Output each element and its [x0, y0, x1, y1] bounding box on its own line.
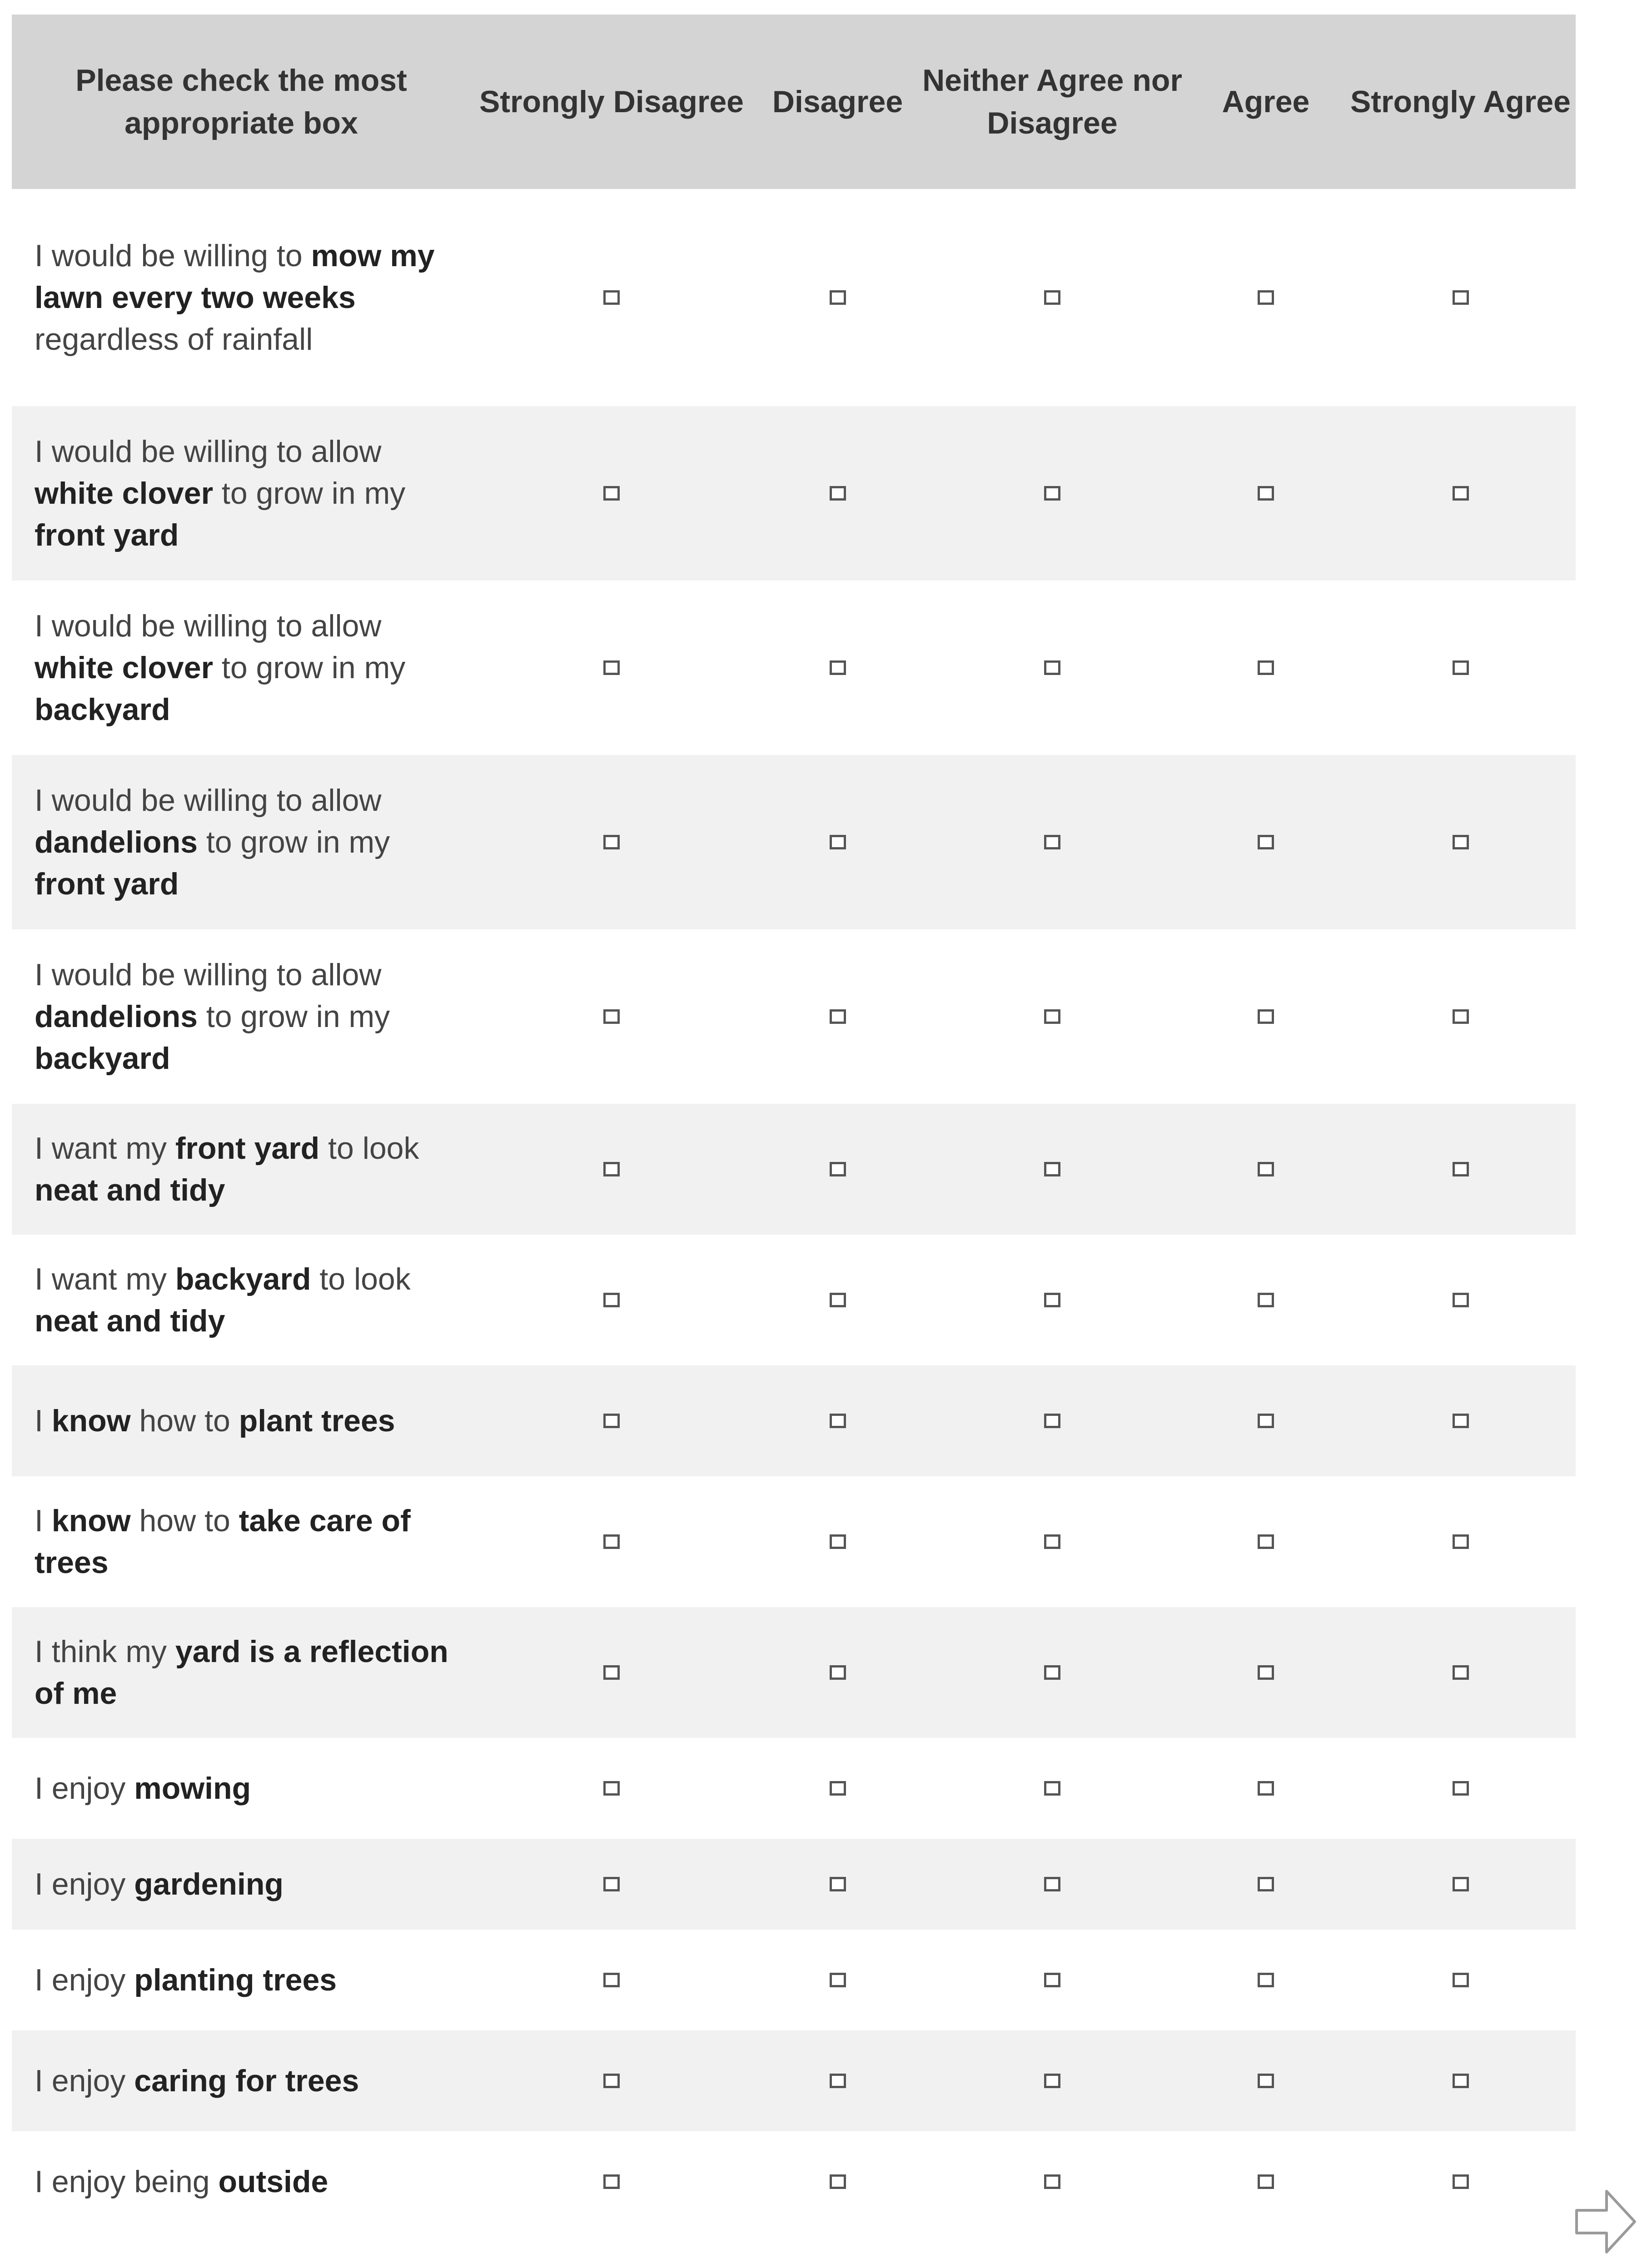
option-cell	[757, 486, 918, 501]
checkbox-strongly-disagree[interactable]	[603, 1781, 620, 1796]
option-cell	[466, 2074, 757, 2088]
option-cell	[1186, 1414, 1345, 1428]
statement-text: I	[35, 1504, 52, 1538]
option-cell	[918, 660, 1186, 675]
option-cell	[1186, 1293, 1345, 1307]
statement-text: how to	[130, 1504, 239, 1538]
option-cell	[1345, 1877, 1576, 1891]
checkbox-agree[interactable]	[1258, 1973, 1274, 1987]
option-cell	[918, 1665, 1186, 1680]
table-row	[12, 1930, 1576, 2030]
option-cell	[757, 1973, 918, 1987]
option-cell	[918, 1293, 1186, 1307]
statement-text: planting trees	[134, 1963, 337, 1997]
statement-dandelion-front	[12, 779, 466, 905]
checkbox-neither[interactable]	[1044, 1534, 1060, 1549]
option-cell	[1345, 1162, 1576, 1176]
option-cell	[1345, 2174, 1576, 2189]
checkbox-agree[interactable]	[1258, 660, 1274, 675]
checkbox-strongly-agree[interactable]	[1453, 1973, 1469, 1987]
checkbox-neither[interactable]	[1044, 290, 1060, 305]
option-cell	[918, 486, 1186, 501]
checkbox-strongly-disagree[interactable]	[603, 290, 620, 305]
checkbox-neither[interactable]	[1044, 2174, 1060, 2189]
checkbox-neither[interactable]	[1044, 1665, 1060, 1680]
option-cell	[757, 1293, 918, 1307]
option-cell	[1186, 2074, 1345, 2088]
option-cell	[918, 2074, 1186, 2088]
option-cell	[1345, 290, 1576, 305]
statement-text: yard is a reflection of me	[35, 1634, 448, 1711]
option-cell	[1186, 1665, 1345, 1680]
table-row	[12, 1235, 1576, 1365]
option-cell	[466, 1534, 757, 1549]
checkbox-neither[interactable]	[1044, 1414, 1060, 1428]
checkbox-strongly-agree[interactable]	[1453, 2074, 1469, 2088]
statement-text: I enjoy	[35, 1963, 134, 1997]
statement-enjoy-caring	[12, 2060, 466, 2102]
statement-text: mow my lawn every two weeks	[35, 238, 435, 315]
checkbox-strongly-disagree[interactable]	[603, 660, 620, 675]
statement-text: I would be willing to	[35, 238, 311, 273]
statement-text: I would be willing to allow	[35, 783, 382, 818]
checkbox-neither[interactable]	[1044, 1293, 1060, 1307]
checkbox-disagree[interactable]	[830, 1293, 846, 1307]
option-cell	[918, 1009, 1186, 1024]
statement-text: mowing	[134, 1771, 251, 1806]
option-cell	[918, 1781, 1186, 1796]
statement-text: I enjoy	[35, 1771, 134, 1806]
statement-text: white clover	[35, 476, 214, 511]
statement-text: know	[51, 1404, 131, 1438]
table-row	[12, 1839, 1576, 1930]
checkbox-agree[interactable]	[1258, 1293, 1274, 1307]
option-cell	[1186, 835, 1345, 849]
table-row	[12, 189, 1576, 406]
checkbox-disagree[interactable]	[830, 660, 846, 675]
option-cell	[1186, 1534, 1345, 1549]
checkbox-strongly-disagree[interactable]	[603, 1414, 620, 1428]
checkbox-strongly-disagree[interactable]	[603, 1665, 620, 1680]
option-cell	[466, 1162, 757, 1176]
checkbox-strongly-disagree[interactable]	[603, 1534, 620, 1549]
header-strongly-disagree: Strongly Disagree	[479, 84, 744, 119]
statement-enjoy-planting	[12, 1959, 466, 2001]
statement-front-tidy	[12, 1127, 466, 1211]
checkbox-disagree[interactable]	[830, 486, 846, 501]
option-cell	[918, 1534, 1186, 1549]
option-cell	[757, 1877, 918, 1891]
statement-text: I	[35, 1404, 52, 1438]
statement-text: I enjoy	[35, 2064, 134, 2098]
statement-mow-biweekly	[12, 235, 466, 360]
checkbox-strongly-disagree[interactable]	[603, 1293, 620, 1307]
checkbox-disagree[interactable]	[830, 1781, 846, 1796]
option-cell	[466, 1877, 757, 1891]
statement-text: neat and tidy	[35, 1173, 225, 1207]
option-cell	[757, 660, 918, 675]
checkbox-disagree[interactable]	[830, 835, 846, 849]
statement-text: plant trees	[239, 1404, 395, 1438]
right-arrow-icon[interactable]	[1574, 2188, 1637, 2256]
option-cell	[1345, 1665, 1576, 1680]
option-cell	[757, 1162, 918, 1176]
option-cell	[1186, 290, 1345, 305]
checkbox-strongly-agree[interactable]	[1453, 1534, 1469, 1549]
option-cell	[466, 2174, 757, 2189]
checkbox-strongly-disagree[interactable]	[603, 1973, 620, 1987]
checkbox-disagree[interactable]	[830, 290, 846, 305]
statement-text: how to	[130, 1404, 239, 1438]
option-cell	[1345, 1293, 1576, 1307]
checkbox-strongly-disagree[interactable]	[603, 1877, 620, 1891]
statement-text: to grow in my	[213, 650, 406, 685]
checkbox-neither[interactable]	[1044, 835, 1060, 849]
statement-text: I want my	[35, 1131, 175, 1166]
option-cell	[918, 835, 1186, 849]
option-cell	[757, 2074, 918, 2088]
option-cell	[757, 290, 918, 305]
statement-text: take care of trees	[35, 1504, 411, 1580]
header-strongly-agree: Strongly Agree	[1350, 84, 1571, 119]
option-cell	[1186, 1973, 1345, 1987]
option-cell	[1186, 660, 1345, 675]
statement-text: I would be willing to allow	[35, 958, 382, 992]
option-cell	[1186, 1162, 1345, 1176]
checkbox-strongly-agree[interactable]	[1453, 2174, 1469, 2189]
option-cell	[1345, 1973, 1576, 1987]
option-cell	[1186, 1781, 1345, 1796]
checkbox-agree[interactable]	[1258, 1009, 1274, 1024]
checkbox-neither[interactable]	[1044, 660, 1060, 675]
table-row	[12, 406, 1576, 581]
option-cell	[1345, 2074, 1576, 2088]
checkbox-neither[interactable]	[1044, 1781, 1060, 1796]
checkbox-disagree[interactable]	[830, 1973, 846, 1987]
option-cell	[757, 2174, 918, 2189]
table-row	[12, 2131, 1576, 2232]
table-row	[12, 1476, 1576, 1607]
checkbox-strongly-agree[interactable]	[1453, 290, 1469, 305]
checkbox-strongly-agree[interactable]	[1453, 1414, 1469, 1428]
statement-text: I want my	[35, 1262, 175, 1296]
header-neither: Neither Agree nor Disagree	[922, 63, 1182, 140]
checkbox-agree[interactable]	[1258, 1162, 1274, 1176]
checkbox-strongly-disagree[interactable]	[603, 2174, 620, 2189]
statement-text: to look	[319, 1131, 419, 1166]
option-cell	[466, 1781, 757, 1796]
option-cell	[757, 835, 918, 849]
checkbox-agree[interactable]	[1258, 290, 1274, 305]
table-row	[12, 1365, 1576, 1476]
checkbox-neither[interactable]	[1044, 1973, 1060, 1987]
option-cell	[918, 290, 1186, 305]
checkbox-strongly-agree[interactable]	[1453, 835, 1469, 849]
checkbox-disagree[interactable]	[830, 1534, 846, 1549]
option-cell	[466, 1414, 757, 1428]
header-instruction: Please check the most appropriate box	[75, 63, 407, 140]
table-row	[12, 929, 1576, 1104]
statement-text: backyard	[175, 1262, 311, 1296]
checkbox-strongly-agree[interactable]	[1453, 1009, 1469, 1024]
statement-text: to grow in my	[213, 476, 406, 511]
statement-dandelion-back	[12, 954, 466, 1079]
statement-yard-reflection	[12, 1631, 466, 1714]
table-row	[12, 2030, 1576, 2131]
statement-text: neat and tidy	[35, 1304, 225, 1338]
checkbox-disagree[interactable]	[830, 2074, 846, 2088]
checkbox-strongly-agree[interactable]	[1453, 1162, 1469, 1176]
checkbox-disagree[interactable]	[830, 1414, 846, 1428]
statement-text: front yard	[175, 1131, 320, 1166]
checkbox-strongly-agree[interactable]	[1453, 486, 1469, 501]
option-cell	[466, 486, 757, 501]
option-cell	[757, 1009, 918, 1024]
option-cell	[1186, 1877, 1345, 1891]
option-cell	[918, 1973, 1186, 1987]
statement-text: backyard	[35, 1041, 170, 1076]
checkbox-strongly-disagree[interactable]	[603, 1009, 620, 1024]
checkbox-strongly-agree[interactable]	[1453, 1781, 1469, 1796]
checkbox-strongly-disagree[interactable]	[603, 835, 620, 849]
option-cell	[1186, 2174, 1345, 2189]
statement-text: to grow in my	[197, 999, 390, 1034]
option-cell	[466, 1009, 757, 1024]
checkbox-agree[interactable]	[1258, 486, 1274, 501]
statement-text: dandelions	[35, 825, 198, 859]
option-cell	[466, 1973, 757, 1987]
table-row	[12, 1104, 1576, 1235]
option-cell	[1186, 1009, 1345, 1024]
statement-text: to look	[311, 1262, 411, 1296]
checkbox-agree[interactable]	[1258, 1534, 1274, 1549]
table-row	[12, 1607, 1576, 1738]
table-row	[12, 581, 1576, 755]
statement-text: I enjoy being	[35, 2164, 219, 2199]
checkbox-disagree[interactable]	[830, 1877, 846, 1891]
table-row	[12, 755, 1576, 929]
statement-text: white clover	[35, 650, 214, 685]
checkbox-strongly-disagree[interactable]	[603, 486, 620, 501]
option-cell	[757, 1414, 918, 1428]
checkbox-neither[interactable]	[1044, 1162, 1060, 1176]
statement-text: dandelions	[35, 999, 198, 1034]
option-cell	[1345, 1414, 1576, 1428]
option-cell	[466, 1665, 757, 1680]
checkbox-strongly-agree[interactable]	[1453, 660, 1469, 675]
checkbox-neither[interactable]	[1044, 1877, 1060, 1891]
option-cell	[918, 2174, 1186, 2189]
checkbox-strongly-disagree[interactable]	[603, 1162, 620, 1176]
statement-back-tidy	[12, 1258, 466, 1342]
statement-text: gardening	[134, 1867, 284, 1901]
statement-text: know	[51, 1504, 131, 1538]
checkbox-neither[interactable]	[1044, 1009, 1060, 1024]
checkbox-agree[interactable]	[1258, 2174, 1274, 2189]
option-cell	[757, 1665, 918, 1680]
option-cell	[1345, 1009, 1576, 1024]
statement-text: I would be willing to allow	[35, 434, 382, 469]
statement-enjoy-mowing	[12, 1767, 466, 1809]
option-cell	[466, 1293, 757, 1307]
checkbox-agree[interactable]	[1258, 1781, 1274, 1796]
survey-table	[12, 15, 1576, 2232]
option-cell	[1345, 660, 1576, 675]
checkbox-agree[interactable]	[1258, 2074, 1274, 2088]
checkbox-neither[interactable]	[1044, 486, 1060, 501]
option-cell	[1186, 486, 1345, 501]
checkbox-strongly-agree[interactable]	[1453, 1293, 1469, 1307]
option-cell	[918, 1877, 1186, 1891]
option-cell	[466, 290, 757, 305]
checkbox-agree[interactable]	[1258, 1665, 1274, 1680]
statement-enjoy-outside	[12, 2161, 466, 2203]
table-header	[12, 15, 1576, 189]
checkbox-disagree[interactable]	[830, 1162, 846, 1176]
option-cell	[1345, 1534, 1576, 1549]
checkbox-strongly-agree[interactable]	[1453, 1877, 1469, 1891]
option-cell	[918, 1414, 1186, 1428]
checkbox-strongly-agree[interactable]	[1453, 1665, 1469, 1680]
option-cell	[1345, 1781, 1576, 1796]
statement-know-care	[12, 1500, 466, 1583]
statement-text: to grow in my	[197, 825, 390, 859]
statement-text: regardless of rainfall	[35, 322, 313, 357]
checkbox-agree[interactable]	[1258, 835, 1274, 849]
statement-text: front yard	[35, 867, 179, 901]
option-cell	[918, 1162, 1186, 1176]
statement-know-plant	[12, 1400, 466, 1442]
statement-text: caring for trees	[134, 2064, 359, 2098]
option-cell	[466, 660, 757, 675]
checkbox-disagree[interactable]	[830, 1665, 846, 1680]
option-cell	[1345, 486, 1576, 501]
header-disagree: Disagree	[772, 84, 903, 119]
statement-text: backyard	[35, 692, 170, 727]
statement-enjoy-gardening	[12, 1863, 466, 1905]
header-agree: Agree	[1222, 84, 1310, 119]
checkbox-disagree[interactable]	[830, 2174, 846, 2189]
statement-clover-back	[12, 605, 466, 730]
checkbox-agree[interactable]	[1258, 1414, 1274, 1428]
option-cell	[466, 835, 757, 849]
option-cell	[757, 1534, 918, 1549]
table-row	[12, 1738, 1576, 1839]
statement-text: I would be willing to allow	[35, 609, 382, 643]
option-cell	[1345, 835, 1576, 849]
option-cell	[757, 1781, 918, 1796]
table-body	[12, 189, 1576, 2232]
checkbox-agree[interactable]	[1258, 1877, 1274, 1891]
statement-text: I enjoy	[35, 1867, 134, 1901]
checkbox-neither[interactable]	[1044, 2074, 1060, 2088]
statement-text: front yard	[35, 518, 179, 552]
statement-clover-front	[12, 431, 466, 556]
checkbox-disagree[interactable]	[830, 1009, 846, 1024]
statement-text: I think my	[35, 1634, 175, 1669]
checkbox-strongly-disagree[interactable]	[603, 2074, 620, 2088]
statement-text: outside	[218, 2164, 328, 2199]
